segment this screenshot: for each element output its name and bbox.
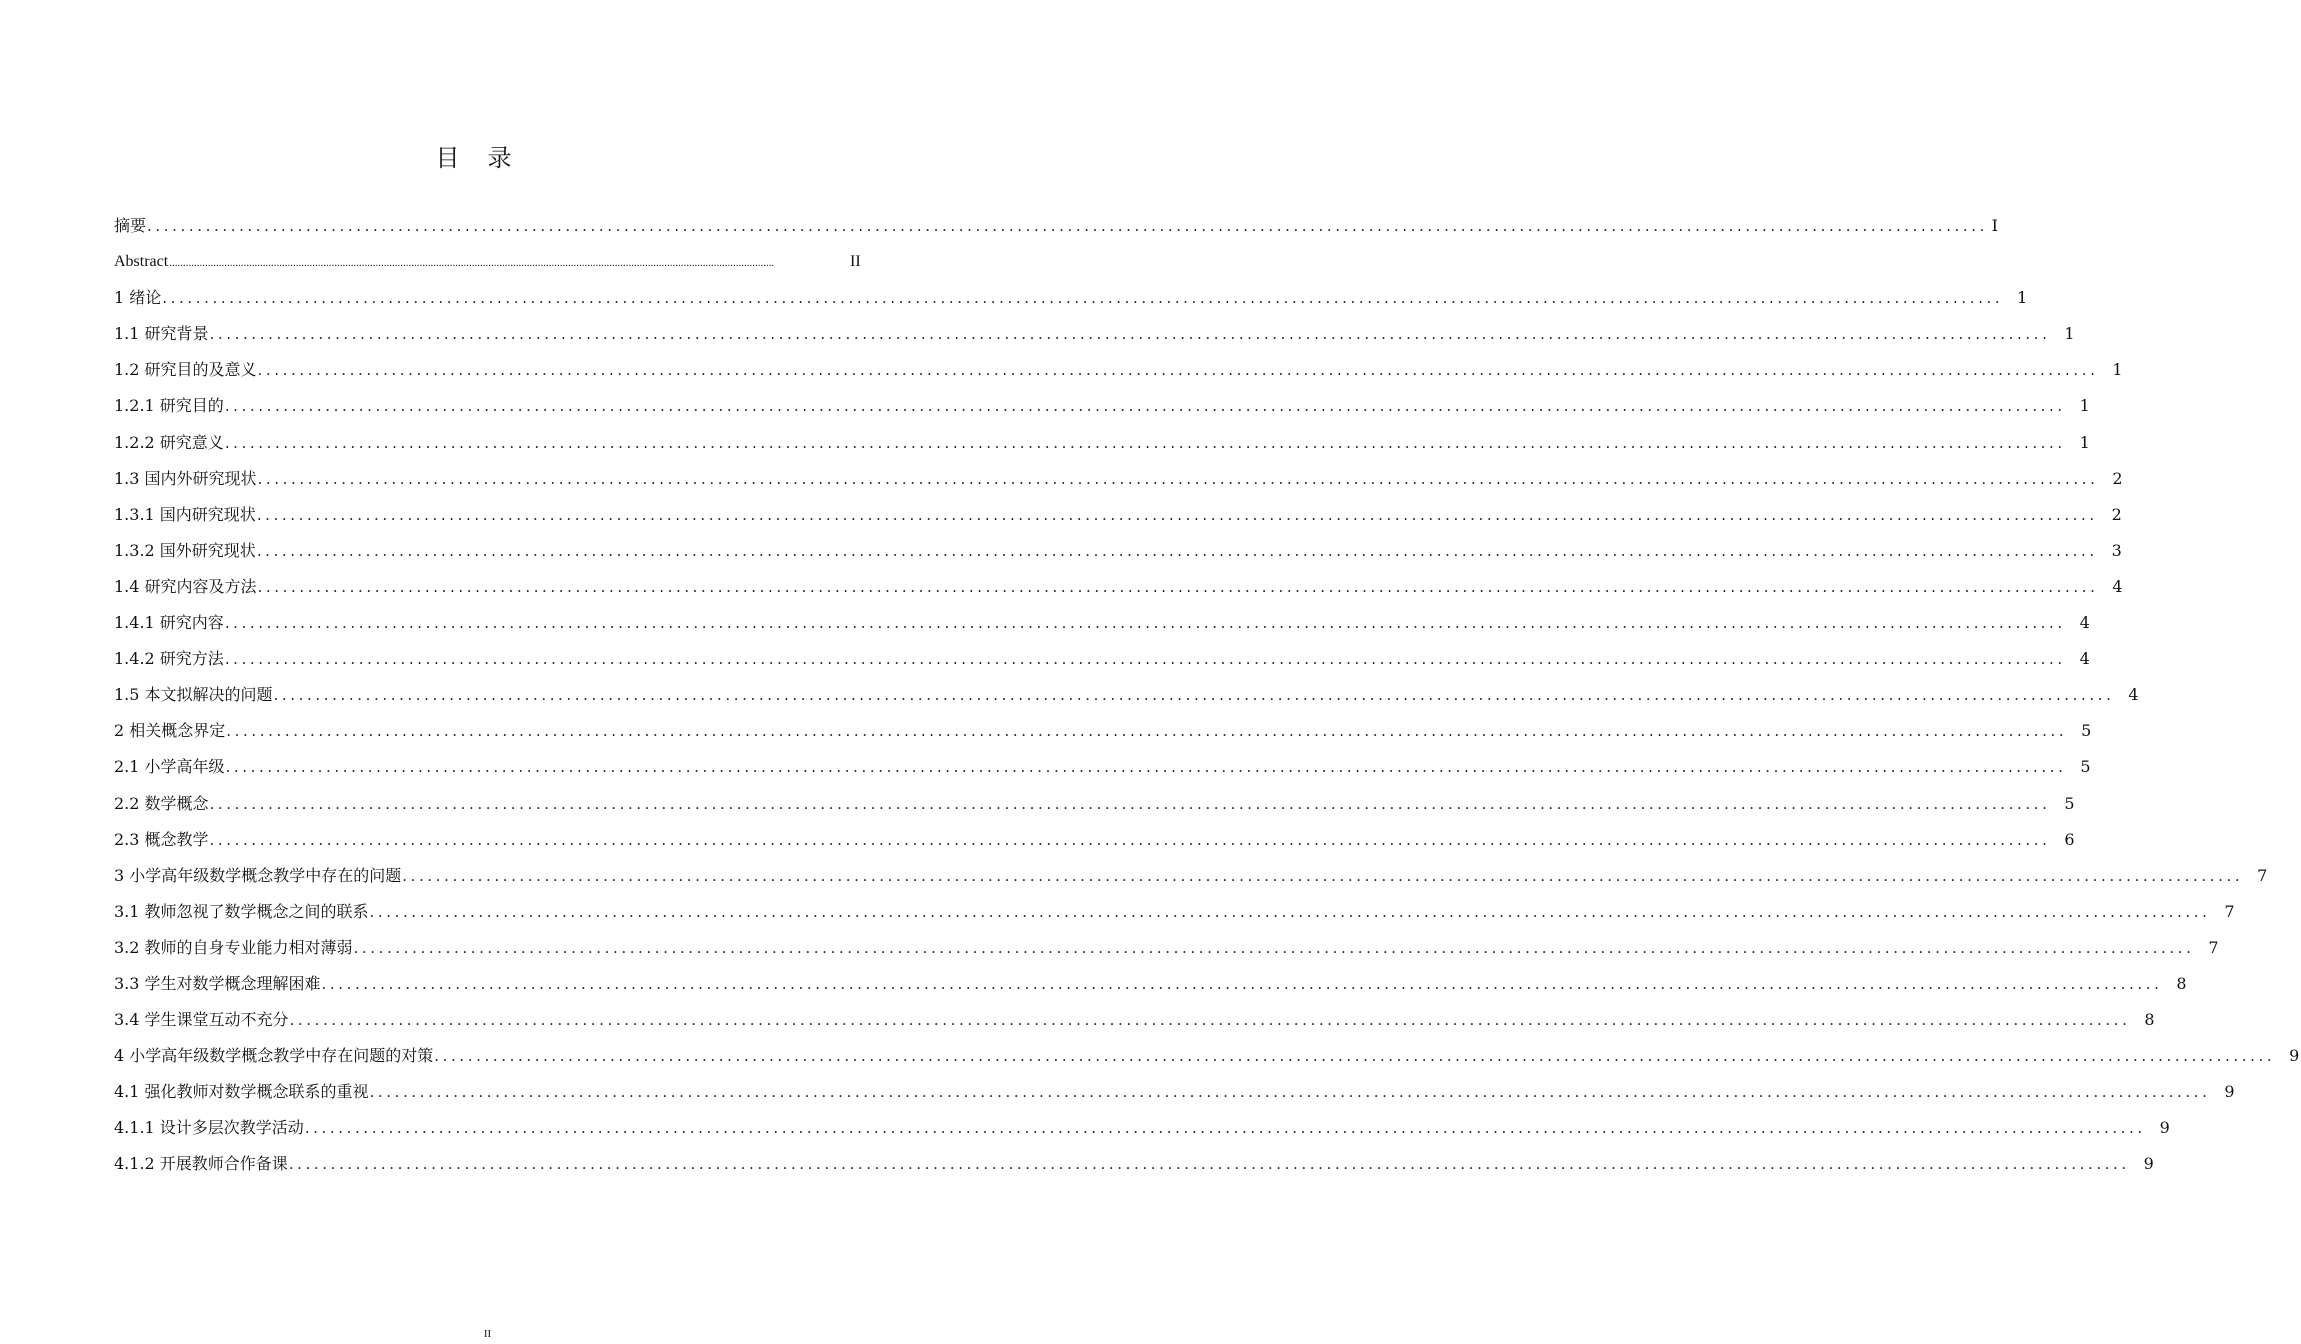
toc-entry-title: 3 小学高年级数学概念教学中存在的问题 <box>114 865 402 885</box>
toc-entry[interactable] <box>114 677 2139 713</box>
dot-leader: ............................................................................................................................................................................................................................ <box>369 902 2211 921</box>
dot-leader: ............................................................................................................................................................................................................................ <box>273 686 2115 705</box>
toc-entry-page-number: 1 <box>2064 324 2075 344</box>
toc-entry-title: 2.2 数学概念 <box>114 793 209 813</box>
toc-entry-page-number: 2 <box>2111 504 2122 524</box>
toc-entry-page-number: 7 <box>2208 937 2219 957</box>
toc-entry[interactable] <box>114 858 2268 894</box>
toc-entry-page-number: 5 <box>2064 793 2075 813</box>
toc-entry-title: 4.1.1 设计多层次教学活动 <box>114 1118 304 1138</box>
toc-entry-page-number: 4 <box>2112 576 2123 596</box>
toc-entry[interactable] <box>114 749 2091 785</box>
toc-list <box>114 208 2300 1183</box>
dot-leader: ............................................................................................................................................................................................................................ <box>169 257 775 270</box>
toc-entry-title: 3.3 学生对数学概念理解困难 <box>114 973 321 993</box>
dot-leader: ............................................................................................................................................................................................................................ <box>256 541 2098 560</box>
toc-entry[interactable] <box>114 641 2090 677</box>
toc-entry[interactable] <box>114 388 2090 424</box>
dot-leader: ............................................................................................................................................................................................................................ <box>209 794 2051 813</box>
dot-leader: ............................................................................................................................................................................................................................ <box>257 469 2099 488</box>
toc-entry[interactable] <box>114 1146 2154 1182</box>
toc-entry-title: 1.4 研究内容及方法 <box>114 576 257 596</box>
dot-leader: ............................................................................................................................................................................................................................ <box>257 361 2099 380</box>
dot-leader: ............................................................................................................................................................................................................................ <box>224 397 2066 416</box>
toc-entry[interactable] <box>114 244 860 280</box>
toc-entry-page-number: 1 <box>2112 360 2123 380</box>
toc-entry-page-number: 5 <box>2080 757 2091 777</box>
toc-title: 目录 <box>435 144 540 173</box>
toc-entry-title: 1.5 本文拟解决的问题 <box>114 685 273 705</box>
dot-leader: ............................................................................................................................................................................................................................ <box>224 433 2066 452</box>
footer-page-number: II <box>483 1328 492 1340</box>
toc-entry[interactable] <box>114 280 2028 316</box>
toc-entry-page-number: 9 <box>2143 1154 2154 1174</box>
toc-entry-title: 1.4.2 研究方法 <box>114 649 224 669</box>
dot-leader: ............................................................................................................................................................................................................................ <box>209 830 2051 849</box>
toc-entry-page-number: 9 <box>2289 1046 2300 1066</box>
toc-entry-title: 3.4 学生课堂互动不充分 <box>114 1010 289 1030</box>
toc-entry-title: 2.1 小学高年级 <box>114 757 225 777</box>
toc-entry-page-number: II <box>850 253 861 271</box>
toc-entry-title: 1.2.1 研究目的 <box>114 396 224 416</box>
toc-entry-page-number: 4 <box>2079 649 2090 669</box>
toc-entry-page-number: 1 <box>2079 396 2090 416</box>
toc-entry[interactable] <box>114 894 2235 930</box>
toc-entry-page-number: 8 <box>2176 973 2187 993</box>
toc-entry-title: 1.3.2 国外研究现状 <box>114 540 256 560</box>
toc-entry-page-number: 5 <box>2081 721 2092 741</box>
toc-entry-title: 1.2.2 研究意义 <box>114 432 224 452</box>
dot-leader: ............................................................................................................................................................................................................................ <box>209 325 2051 344</box>
toc-entry[interactable] <box>114 316 2075 352</box>
dot-leader: ............................................................................................................................................................................................................................ <box>147 217 1988 235</box>
toc-entry-page-number: 7 <box>2224 901 2235 921</box>
toc-entry[interactable] <box>114 930 2219 966</box>
toc-entry-page-number: 4 <box>2128 685 2139 705</box>
dot-leader: ............................................................................................................................................................................................................................ <box>434 1047 2276 1066</box>
toc-entry-page-number: 7 <box>2257 865 2268 885</box>
toc-entry-page-number: 1 <box>2017 288 2028 308</box>
toc-entry-page-number: 3 <box>2111 540 2122 560</box>
toc-entry-title: 1.4.1 研究内容 <box>114 613 224 633</box>
toc-entry[interactable] <box>114 533 2122 569</box>
toc-entry[interactable] <box>114 605 2090 641</box>
toc-entry[interactable] <box>114 208 1998 244</box>
toc-entry-page-number: 9 <box>2159 1118 2170 1138</box>
toc-entry[interactable] <box>114 497 2122 533</box>
toc-entry-title: 2 相关概念界定 <box>114 721 226 741</box>
dot-leader: ............................................................................................................................................................................................................................ <box>289 1011 2131 1030</box>
toc-entry[interactable] <box>114 461 2123 497</box>
dot-leader: ............................................................................................................................................................................................................................ <box>224 650 2066 669</box>
toc-entry[interactable] <box>114 1074 2235 1110</box>
toc-entry-title: 3.2 教师的自身专业能力相对薄弱 <box>114 937 353 957</box>
dot-leader: ............................................................................................................................................................................................................................ <box>256 505 2098 524</box>
toc-entry[interactable] <box>114 822 2075 858</box>
toc-entry-page-number: 4 <box>2079 613 2090 633</box>
toc-entry[interactable] <box>114 786 2075 822</box>
dot-leader: ............................................................................................................................................................................................................................ <box>225 758 2067 777</box>
toc-entry[interactable] <box>114 425 2090 461</box>
toc-entry-page-number: 6 <box>2064 829 2075 849</box>
dot-leader: ............................................................................................................................................................................................................................ <box>304 1119 2146 1138</box>
dot-leader: ............................................................................................................................................................................................................................ <box>369 1083 2211 1102</box>
toc-entry-page-number: I <box>1991 216 1998 235</box>
toc-entry-title: 1.1 研究背景 <box>114 324 209 344</box>
dot-leader: ............................................................................................................................................................................................................................ <box>162 289 2004 308</box>
toc-entry-page-number: 8 <box>2144 1010 2155 1030</box>
toc-entry-page-number: 2 <box>2112 468 2123 488</box>
toc-entry-page-number: 1 <box>2079 432 2090 452</box>
toc-entry-title: 2.3 概念教学 <box>114 829 209 849</box>
dot-leader: ............................................................................................................................................................................................................................ <box>353 938 2195 957</box>
toc-entry-title: 1.2 研究目的及意义 <box>114 360 257 380</box>
toc-entry-page-number: 9 <box>2224 1082 2235 1102</box>
dot-leader: ............................................................................................................................................................................................................................ <box>224 614 2066 633</box>
toc-entry-title: 摘要 <box>114 216 147 235</box>
toc-entry-title: Abstract <box>114 253 169 271</box>
dot-leader: ............................................................................................................................................................................................................................ <box>288 1155 2130 1174</box>
toc-entry-title: 3.1 教师忽视了数学概念之间的联系 <box>114 901 369 921</box>
toc-entry[interactable] <box>114 713 2092 749</box>
dot-leader: ............................................................................................................................................................................................................................ <box>402 866 2244 885</box>
toc-entry[interactable] <box>114 1038 2300 1074</box>
dot-leader: ............................................................................................................................................................................................................................ <box>257 577 2099 596</box>
toc-entry[interactable] <box>114 1002 2155 1038</box>
toc-entry[interactable] <box>114 569 2123 605</box>
toc-entry-title: 4.1 强化教师对数学概念联系的重视 <box>114 1082 369 1102</box>
toc-entry-title: 1 绪论 <box>114 288 162 308</box>
toc-entry-title: 1.3 国内外研究现状 <box>114 468 257 488</box>
toc-entry-title: 1.3.1 国内研究现状 <box>114 504 256 524</box>
toc-entry[interactable] <box>114 1110 2170 1146</box>
toc-entry[interactable] <box>114 352 2123 388</box>
toc-entry[interactable] <box>114 966 2187 1002</box>
dot-leader: ............................................................................................................................................................................................................................ <box>321 974 2163 993</box>
toc-entry-title: 4.1.2 开展教师合作备课 <box>114 1154 288 1174</box>
toc-entry-title: 4 小学高年级数学概念教学中存在问题的对策 <box>114 1046 434 1066</box>
dot-leader: ............................................................................................................................................................................................................................ <box>226 722 2068 741</box>
